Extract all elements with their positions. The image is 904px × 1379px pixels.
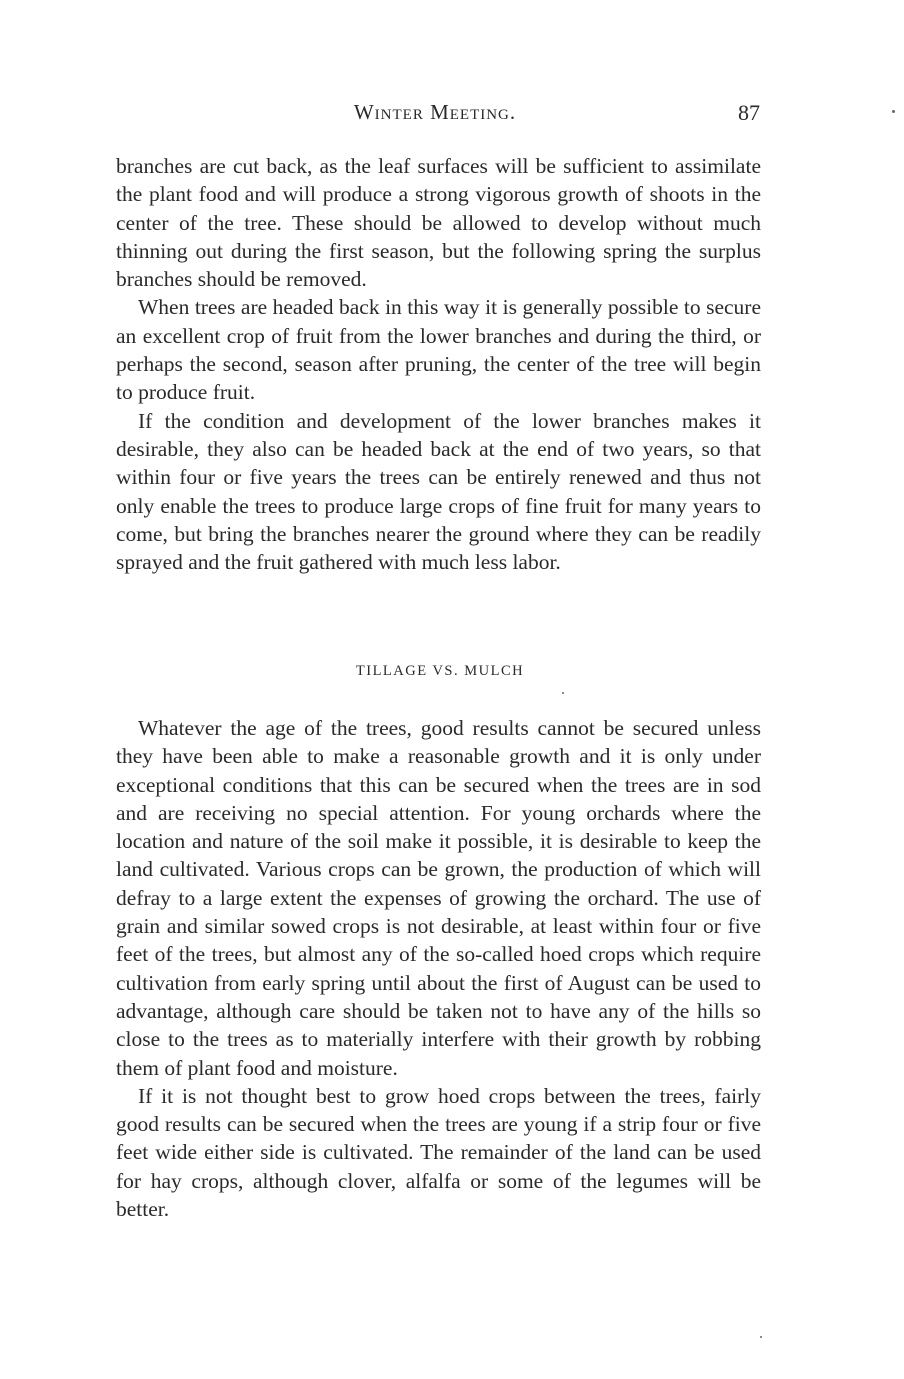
running-head xyxy=(0,100,904,130)
section-text-block xyxy=(116,714,761,1223)
page-number: 87 xyxy=(738,100,760,125)
paragraph: When trees are headed back in this way it is generally possible to secure an excellent crop of fruit from the lower branches and during the third, or perhaps the second, season after pruning, the center of the tree will begin to produce fruit. xyxy=(116,295,761,405)
top-text-block xyxy=(116,152,761,576)
running-title: Winter Meeting. xyxy=(353,100,517,124)
paragraph: Whatever the age of the trees, good results cannot be secured unless they have been able to make a reasonable growth and it is only under exceptional conditions that this can be secured when the trees are in sod and are receiving no special attention. For young orchards where the location and nature of the soil make it possible, it is desirable to keep the land cultivated. Various crops can be grown, the production of which will defray to a large extent the expenses of growing the orchard. The use of grain and similar sowed crops is not desirable, at least within four or five feet of the trees, but almost any of the so-called hoed crops which require cultivation from early spring until about the first of August can be used to advantage, although care should be taken not to have any of the hills so close to the trees as to materially interfere with their growth by robbing them of plant food and moisture. xyxy=(116,716,761,1080)
scan-speck xyxy=(760,1336,762,1338)
section-heading: TILLAGE VS. MULCH xyxy=(355,663,525,679)
paragraph: If the condition and development of the lower branches makes it desirable, they also can be headed back at the end of two years, so that within four or five years the trees can be entirely renewed and thus not only enable the trees to produce large crops of fine fruit for many years to come, but bring the branches nearer the ground where they can be readily sprayed and the fruit gathered with much less labor. xyxy=(116,408,761,575)
scan-speck xyxy=(562,692,564,694)
paragraph-continued: branches are cut back, as the leaf surfaces will be sufficient to assimilate the plant food and will produce a strong vigorous growth of shoots in the center of the tree. These should be allowed to develop without much thinning out during the first season, but the following spring the surplus branches should be removed. xyxy=(116,154,761,292)
paragraph: If it is not thought best to grow hoed crops between the trees, fairly good results can be secured when the trees are young if a strip four or five feet wide either side is cultivated. The remainder of the land can be used for hay crops, although clover, alfalfa or some of the legumes will be better. xyxy=(116,1083,761,1222)
scan-speck xyxy=(892,110,895,113)
